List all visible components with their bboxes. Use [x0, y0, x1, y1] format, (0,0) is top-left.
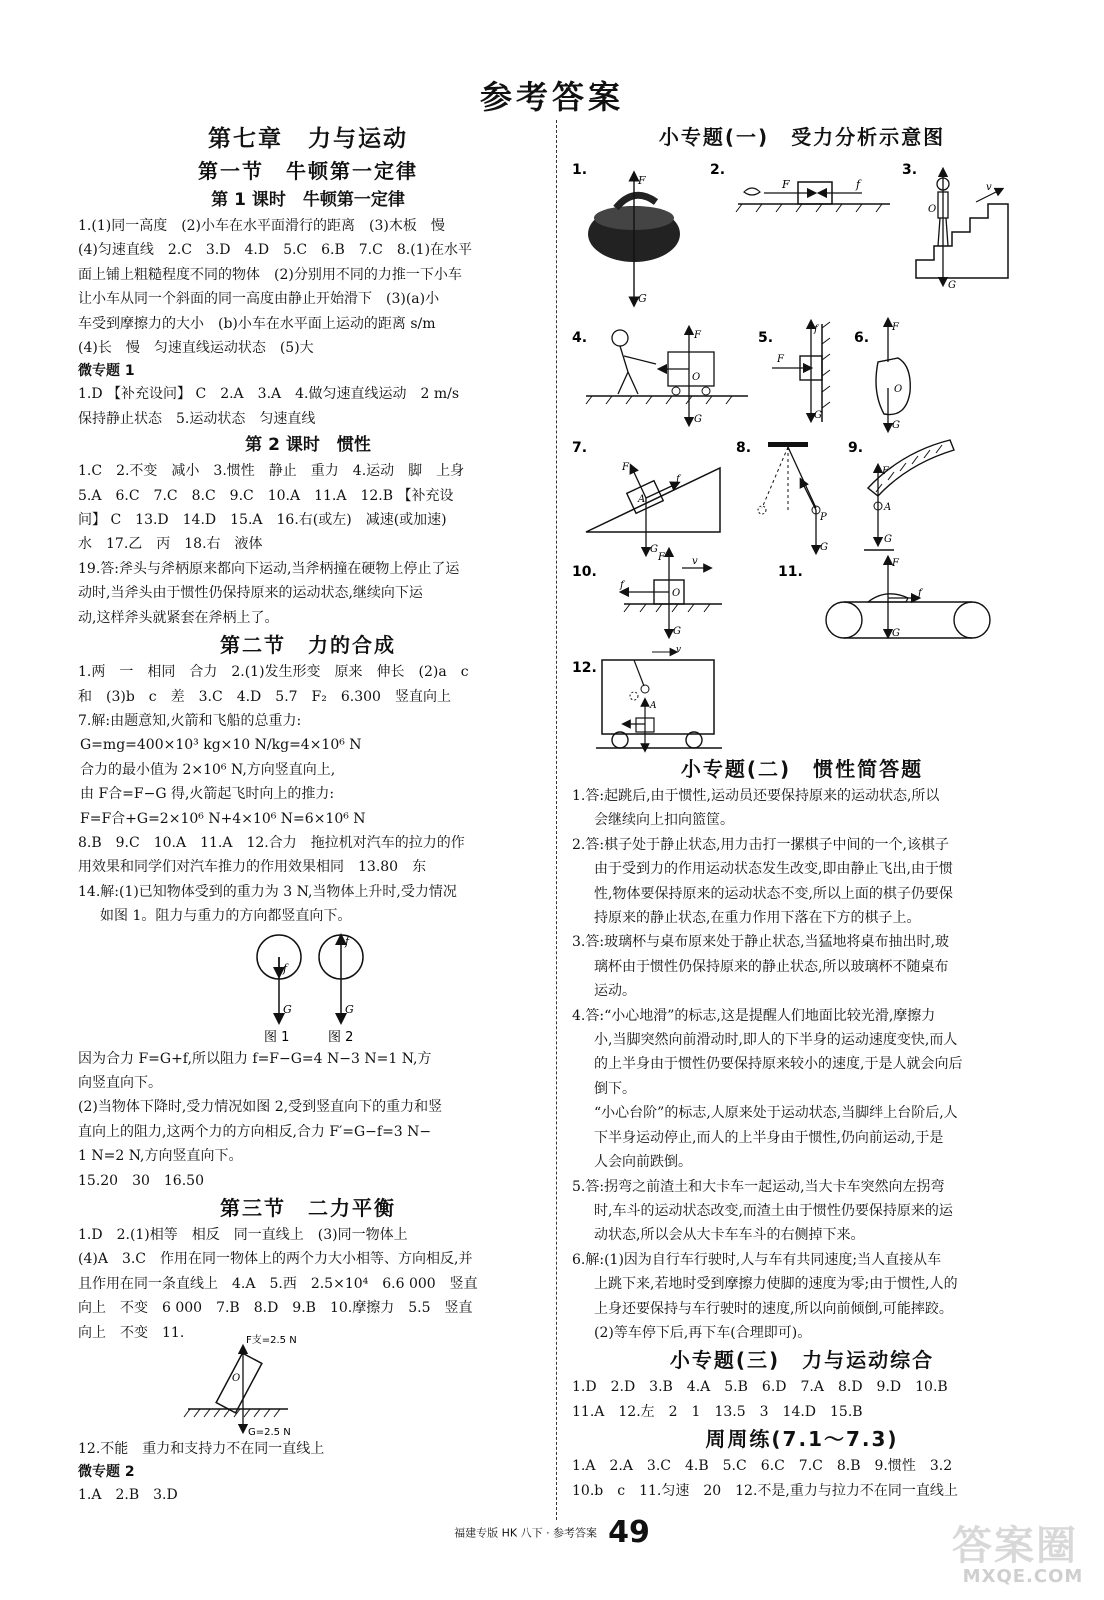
answer-line: 水 17.乙 丙 18.右 液体 [78, 536, 263, 553]
answer-line: (4)A 3.C 作用在同一物体上的两个力大小相等、方向相反,并 [78, 1251, 473, 1268]
lesson2-answers [78, 459, 538, 630]
diagram-2-pushed-block [736, 178, 890, 212]
diagram-9-comb [864, 440, 954, 550]
answer-line: 动状态,所以会从大卡车车斗的右侧掉下来。 [594, 1227, 865, 1244]
diagram-8-pendulum [758, 442, 828, 553]
topic3-answers [572, 1375, 1032, 1424]
answer-line: 性,物体要保持原来的运动状态不变,所以上面的棋子仍要保 [594, 885, 953, 902]
answer-line: 1.D 2.(1)相等 相反 同一直线上 (3)同一物体上 [78, 1227, 408, 1243]
answer-line: F=F合+G=2×10⁶ N+4×10⁶ N=6×10⁶ N [80, 810, 366, 827]
micro-topic-heading: 微专题 2 [78, 1464, 135, 1481]
fig11-o-label: O [232, 1373, 241, 1385]
section-heading: 第二节 力的合成 [220, 633, 396, 658]
left-column [78, 122, 538, 1508]
diagram-number: 10. [572, 564, 597, 580]
lesson1-answers [78, 214, 538, 360]
answer-line: 用效果和同学们对汽车推力的作用效果相同 13.80 东 [78, 859, 427, 876]
label-G: G [638, 292, 647, 305]
answer-line: 保持静止状态 5.运动状态 匀速直线 [78, 410, 316, 427]
label-G: G [948, 280, 956, 291]
diagram-number: 1. [572, 162, 588, 178]
diagram-number: 11. [778, 564, 803, 580]
diagram-12-cart-pendulum [596, 645, 722, 748]
label-v: v [676, 645, 682, 655]
answer-line: 动时,当斧头由于惯性仍保持原来的运动状态,继续向下运 [78, 585, 423, 602]
answer-line: (4)长 慢 匀速直线运动状态 (5)大 [78, 340, 314, 357]
fig11-bottom-label: G=2.5 N [248, 1427, 291, 1439]
label-f: f [814, 324, 818, 335]
label-G: G [694, 414, 702, 425]
watermark-logo [948, 1514, 1098, 1594]
answer-line: 向上 不变 11. [78, 1324, 185, 1341]
topic-heading: 小专题(一) 受力分析示意图 [658, 125, 946, 149]
label-F: F [892, 558, 899, 569]
label-O: O [692, 372, 701, 383]
fig1-g-label: G [283, 1002, 292, 1016]
label-A: A [884, 502, 892, 513]
section-heading: 第一节 牛顿第一定律 [198, 159, 418, 183]
answer-line: 运动。 [594, 983, 636, 1000]
label-A: A [650, 701, 657, 711]
label-f: f [856, 178, 861, 191]
label-f: f [676, 474, 680, 485]
label-F: F [694, 330, 701, 341]
answer-line: 如图 1。阻力与重力的方向都竖直向下。 [100, 908, 352, 925]
column-divider [556, 120, 557, 1520]
diagram-3-escalator [916, 172, 1008, 291]
sec2-answers-b [78, 1047, 538, 1193]
label-A: A [638, 494, 646, 505]
answer-line: 4.答:“小心地滑”的标志,这是提醒人们地面比较光滑,摩擦力 [572, 1007, 936, 1024]
fig2-f-label: f [345, 934, 350, 948]
diagram-number: 6. [854, 330, 870, 346]
force-diagrams-grid [572, 152, 1032, 754]
footer-label: 福建专版 HK 八下 · 参考答案 [454, 1526, 598, 1540]
answer-line: G=mg=400×10³ kg×10 N/kg=4×10⁶ N [80, 737, 362, 754]
label-P: P [820, 512, 827, 523]
micro2-answers [78, 1483, 538, 1507]
diagram-number: 3. [902, 162, 918, 178]
topic2-answers [572, 784, 1032, 1345]
answer-line: 由 F合=F−G 得,火箭起飞时向上的推力: [80, 786, 335, 803]
diagram-number: 5. [758, 330, 774, 346]
force-circles-diagram [78, 929, 538, 1047]
page-number: 49 [608, 1515, 650, 1550]
right-column [572, 122, 1032, 1503]
diagram-1-curling-stone [588, 174, 680, 305]
micro1-answers [78, 382, 538, 431]
answer-line: 璃杯由于惯性仍保持原来的静止状态,所以玻璃杯不随桌布 [594, 958, 949, 975]
fig1-f-label: f [283, 961, 288, 975]
label-v: v [986, 182, 992, 193]
answer-line: 由于受到力的作用运动状态发生改变,即由静止飞出,由于惯 [594, 861, 953, 878]
answer-line: 1.答:起跳后,由于惯性,运动员还要保持原来的运动状态,所以 [572, 788, 940, 804]
answer-line: 5.A 6.C 7.C 8.C 9.C 10.A 11.A 12.B 【补充设 [78, 487, 454, 504]
force-diagrams-svg [572, 152, 1032, 754]
label-O: O [894, 384, 903, 395]
answer-line: 问】 C 13.D 14.D 15.A 16.右(或左) 减速(或加速) [78, 512, 447, 529]
answer-line: 直向上的阻力,这两个力的方向相反,合力 F′=G−f=3 N− [78, 1123, 432, 1140]
label-G: G [650, 544, 658, 555]
diagram-5-block-wall [772, 322, 830, 422]
answer-line: 下半身运动停止,而人的上半身由于惯性,仍向前运动,于是 [594, 1129, 944, 1146]
label-G: G [892, 628, 900, 639]
label-f: f [918, 588, 922, 599]
weekly-answers [572, 1454, 1032, 1503]
label-F: F [882, 466, 889, 477]
diagram-number: 9. [848, 440, 864, 456]
answer-line: 7.解:由题意知,火箭和飞船的总重力: [78, 712, 302, 729]
page-footer [0, 1515, 1104, 1550]
answer-line: (4)匀速直线 2.C 3.D 4.D 5.C 6.B 7.C 8.(1)在水平 [78, 242, 473, 259]
answer-line: 1.D 2.D 3.B 4.A 5.B 6.D 7.A 8.D 9.D 10.B [572, 1379, 948, 1396]
watermark-text: MXQE.COM [962, 1566, 1084, 1587]
label-F: F [658, 552, 665, 563]
answer-line: 1.(1)同一高度 (2)小车在水平面滑行的距离 (3)木板 慢 [78, 218, 445, 234]
answer-line: (2)当物体下降时,受力情况如图 2,受到竖直向下的重力和竖 [78, 1099, 443, 1116]
answer-line: 人会向前跌倒。 [594, 1154, 692, 1171]
answer-line: 向上 不变 6 000 7.B 8.D 9.B 10.摩擦力 5.5 竖直 [78, 1300, 473, 1317]
answer-line: 2.答:棋子处于静止状态,用力击打一摞棋子中间的一个,该棋子 [572, 836, 949, 853]
answer-line: 10.b c 11.匀速 20 12.不是,重力与拉力不在同一直线上 [572, 1482, 958, 1499]
label-F: F [777, 354, 784, 365]
answer-line: 小,当脚突然向前滑动时,即人的下半身的运动速度变快,而人 [594, 1032, 958, 1049]
diagram-number: 8. [736, 440, 752, 456]
page-title: 参考答案 [479, 78, 624, 116]
answer-line: 12.不能 重力和支持力不在同一直线上 [78, 1441, 325, 1458]
diagram-number: 2. [710, 162, 726, 178]
label-O: O [672, 588, 681, 599]
answer-line: 5.答:拐弯之前渣土和大卡车一起运动,当大卡车突然向左拐弯 [572, 1178, 945, 1195]
figure-inclined-block [78, 1335, 538, 1439]
answer-line: 6.解:(1)因为自行车行驶时,人与车有共同速度;当人直接从车 [572, 1251, 942, 1268]
answer-line: 1 N=2 N,方向竖直向下。 [78, 1148, 243, 1165]
lesson-heading: 第 1 课时 牛顿第一定律 [211, 190, 405, 210]
answer-line: 倒下。 [594, 1080, 636, 1097]
section-heading: 第三节 二力平衡 [220, 1196, 396, 1220]
label-F: F [622, 462, 629, 473]
answer-line: 1.两 一 相同 合力 2.(1)发生形变 原来 伸长 (2)a c [78, 664, 469, 681]
label-v: v [692, 556, 698, 567]
answer-line: 让小车从同一个斜面的同一高度由静止开始滑下 (3)(a)小 [78, 291, 440, 308]
label-f: f [620, 580, 624, 591]
answer-line: “小心台阶”的标志,人原来处于运动状态,当脚绊上台阶后,人 [594, 1105, 958, 1122]
answer-line: 动,这样斧头就紧套在斧柄上了。 [78, 609, 279, 626]
label-G: G [892, 420, 900, 431]
answer-line: 持原来的静止状态,在重力作用下落在下方的棋子上。 [594, 910, 921, 927]
diagram-number: 4. [572, 330, 588, 346]
sec2-answers [78, 660, 538, 928]
answer-line: 上跳下来,若地时受到摩擦力使脚的速度为零;由于惯性,人的 [594, 1276, 958, 1293]
answer-line: 15.20 30 16.50 [78, 1172, 204, 1189]
answer-line: 1.D 【补充设问】 C 2.A 3.A 4.做匀速直线运动 2 m/s [78, 386, 460, 403]
watermark-glyphs: 答案圈 [952, 1523, 1078, 1569]
fig1-caption: 图 1 [264, 1029, 290, 1045]
answer-line: 1.A 2.B 3.D [78, 1487, 178, 1504]
answer-line: (2)等车停下后,再下车(合理即可)。 [594, 1324, 812, 1341]
fig2-caption: 图 2 [328, 1029, 354, 1045]
label-G: G [820, 542, 828, 553]
fig2-g-label: G [345, 1002, 354, 1016]
answer-line: 会继续向上扣向篮筐。 [594, 812, 734, 829]
answer-line: 时,车斗的运动状态改变,而渣土由于惯性仍要保持原来的运 [594, 1202, 953, 1219]
label-F: F [638, 174, 646, 187]
diagram-number: 12. [572, 660, 597, 676]
sec3-answers-b [78, 1437, 538, 1461]
answer-line: 14.解:(1)已知物体受到的重力为 3 N,当物体上升时,受力情况 [78, 883, 457, 900]
chapter-heading: 第七章 力与运动 [208, 126, 408, 152]
answer-line: 1.A 2.A 3.C 4.B 5.C 6.C 7.C 8.B 9.惯性 3.2 [572, 1458, 953, 1475]
answer-line: 8.B 9.C 10.A 11.A 12.合力 拖拉机对汽车的拉力的作 [78, 834, 465, 851]
diagram-10-moving-block [619, 552, 722, 637]
answer-line: 且作用在同一条直线上 4.A 5.西 2.5×10⁴ 6.6 000 竖直 [78, 1275, 478, 1292]
diagram-number: 7. [572, 440, 588, 456]
answer-line: 向竖直向下。 [78, 1074, 162, 1091]
answer-line: 车受到摩擦力的大小 (b)小车在水平面上运动的距离 s/m [78, 315, 436, 332]
weekly-practice-heading: 周周练(7.1～7.3) [705, 1427, 899, 1452]
fig11-top-label: F支=2.5 N [246, 1335, 297, 1347]
diagram-4-boy-cart [586, 330, 748, 425]
answer-line: 1.C 2.不变 减小 3.惯性 静止 重力 4.运动 脚 上身 [78, 463, 465, 480]
label-O: O [928, 204, 937, 215]
inclined-block-diagram [78, 1335, 538, 1439]
answer-line: 因为合力 F=G+f,所以阻力 f=F−G=4 N−3 N=1 N,方 [78, 1050, 432, 1067]
answer-line: 的上半身由于惯性仍要保持原来较小的速度,于是人就会向后 [594, 1056, 963, 1073]
answer-line: 和 (3)b c 差 3.C 4.D 5.7 F₂ 6.300 竖直向上 [78, 688, 451, 705]
micro-topic-heading: 微专题 1 [78, 363, 135, 380]
answer-line: 上身还要保持与车行驶时的速度,所以向前倾倒,可能摔跤。 [594, 1300, 953, 1317]
label-F: F [782, 178, 790, 191]
answer-line: 19.答:斧头与斧柄原来都向下运动,当斧柄撞在硬物上停止了运 [78, 560, 460, 577]
diagram-6-hanging-bag [876, 322, 910, 431]
answer-line: 合力的最小值为 2×10⁶ N,方向竖直向上, [80, 761, 336, 778]
answer-line: 面上铺上粗糙程度不同的物体 (2)分别用不同的力推一下小车 [78, 266, 462, 283]
answer-line: 11.A 12.左 2 1 13.5 3 14.D 15.B [572, 1403, 863, 1420]
label-G: G [884, 534, 892, 545]
topic-heading: 小专题(三) 力与运动综合 [669, 1348, 935, 1373]
diagram-11-conveyor [826, 558, 990, 639]
label-G: G [814, 410, 822, 421]
answer-line: 3.答:玻璃杯与桌布原来处于静止状态,当猛地将桌布抽出时,玻 [572, 934, 949, 951]
figure-force-circles [78, 929, 538, 1047]
sec3-answers [78, 1223, 538, 1345]
label-G: G [673, 626, 681, 637]
topic-heading: 小专题(二) 惯性简答题 [680, 757, 924, 781]
lesson-heading: 第 2 课时 惯性 [245, 435, 371, 456]
diagram-7-incline [586, 462, 720, 555]
label-F: F [892, 322, 899, 333]
